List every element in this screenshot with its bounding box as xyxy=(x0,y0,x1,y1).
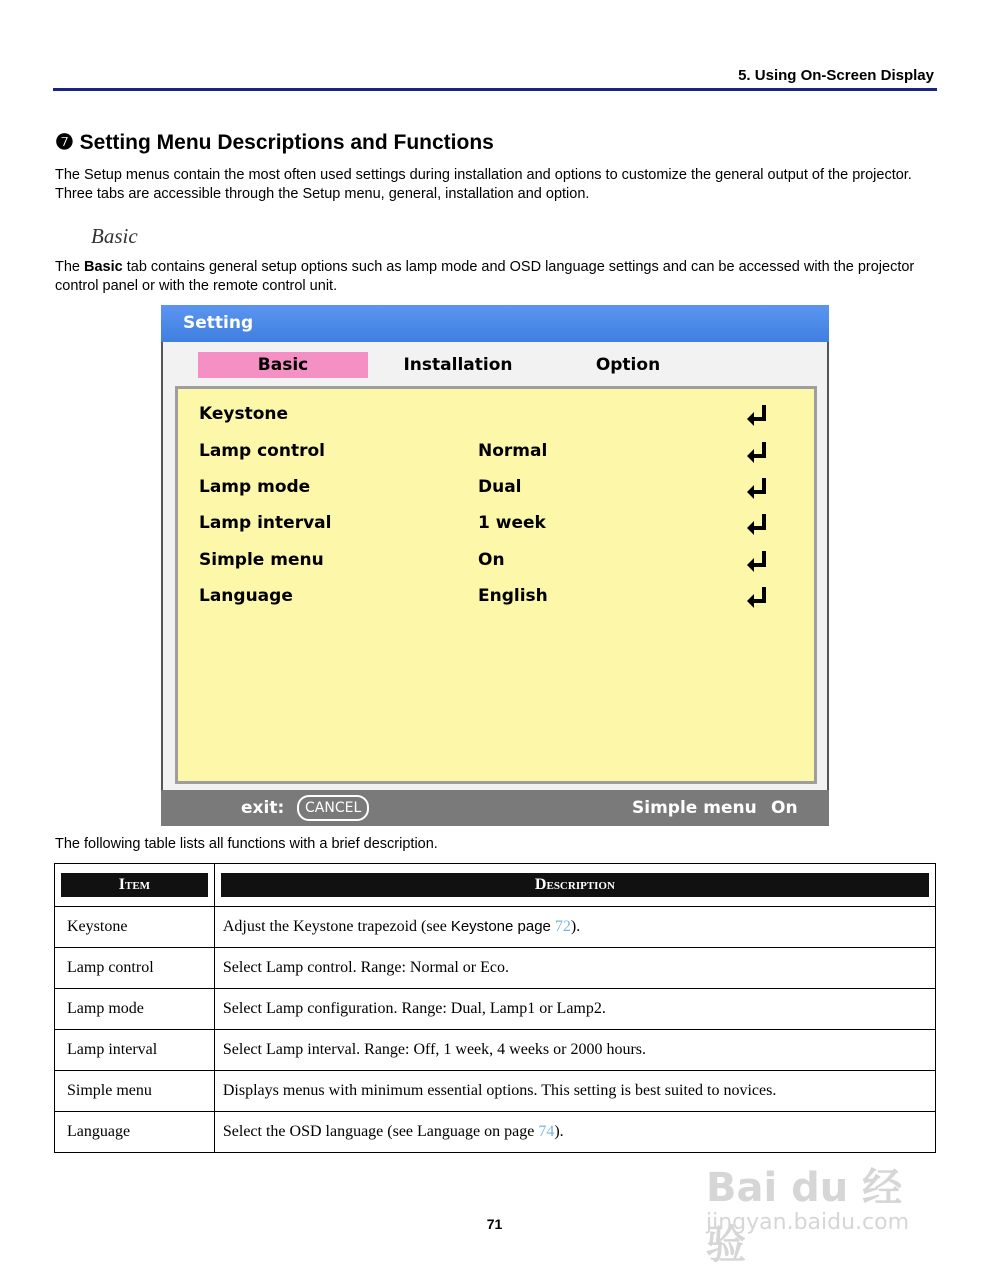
table-row xyxy=(55,907,936,948)
item-cell: Lamp control xyxy=(55,948,215,989)
table-header-row xyxy=(55,864,936,907)
osd-row-label: Language xyxy=(199,586,293,606)
osd-row-value: Dual xyxy=(478,477,522,497)
exit-label: exit: xyxy=(241,798,285,818)
enter-icon xyxy=(744,402,770,428)
watermark-url: jingyan.baidu.com xyxy=(706,1210,910,1235)
section-title: ❼ Setting Menu Descriptions and Functions xyxy=(55,131,494,154)
header-description: Description xyxy=(221,873,929,897)
osd-row-label: Simple menu xyxy=(199,550,324,570)
enter-icon xyxy=(744,511,770,537)
enter-icon xyxy=(744,584,770,610)
item-cell: Lamp mode xyxy=(55,989,215,1030)
osd-row-value: On xyxy=(478,550,505,570)
osd-title: Setting xyxy=(183,313,254,333)
subheading-basic: Basic xyxy=(91,224,138,248)
tab-installation[interactable]: Installation xyxy=(403,355,513,375)
osd-row-value: English xyxy=(478,586,548,606)
item-cell: Keystone xyxy=(55,907,215,948)
table-row xyxy=(55,1030,936,1071)
osd-setting-menu xyxy=(161,305,829,826)
description-cell: Adjust the Keystone trapezoid (see Keystone page 72). xyxy=(214,907,935,948)
osd-titlebar xyxy=(161,305,829,342)
keystone-ref: Keystone page xyxy=(450,918,551,935)
enter-icon xyxy=(744,548,770,574)
osd-body xyxy=(161,342,829,792)
baidu-watermark xyxy=(700,1150,940,1268)
page-link-74[interactable]: 74 xyxy=(538,1123,555,1140)
footer-simple-menu-label: Simple menu xyxy=(632,798,757,818)
osd-row-label: Lamp mode xyxy=(199,477,311,497)
watermark-brand: Bai du 经验 xyxy=(706,1165,903,1268)
osd-row-lamp-interval[interactable] xyxy=(178,509,814,539)
description-cell: Select Lamp configuration. Range: Dual, Lamp1 or Lamp2. xyxy=(214,989,935,1030)
function-table xyxy=(54,863,936,1153)
intro-paragraph: The Setup menus contain the most often used settings during installation and options to customize the general output of the projector. Three tabs are accessible through the Setup menu, general, installation and option. xyxy=(55,167,912,202)
table-intro: The following table lists all functions with a brief description. xyxy=(55,836,438,852)
page-number: 71 xyxy=(486,1216,503,1232)
tab-option[interactable]: Option xyxy=(595,355,661,375)
tab-basic[interactable]: Basic xyxy=(198,352,368,378)
header-rule xyxy=(53,88,937,91)
enter-icon xyxy=(744,439,770,465)
table-row xyxy=(55,1071,936,1112)
table-row xyxy=(55,989,936,1030)
table-row xyxy=(55,948,936,989)
description-cell: Select Lamp interval. Range: Off, 1 week, 4 weeks or 2000 hours. xyxy=(214,1030,935,1071)
osd-row-label: Lamp control xyxy=(199,441,325,461)
osd-row-value: Normal xyxy=(478,441,548,461)
footer-simple-menu-value: On xyxy=(771,798,798,818)
osd-row-lamp-mode[interactable] xyxy=(178,473,814,503)
osd-row-lamp-control[interactable] xyxy=(178,437,814,467)
description-cell: Select Lamp control. Range: Normal or Eco. xyxy=(214,948,935,989)
osd-row-label: Keystone xyxy=(199,404,289,424)
basic-paragraph: The Basic tab contains general setup options such as lamp mode and OSD language settings and can be accessed with the projector control panel or with the remote control unit. xyxy=(55,259,915,294)
description-cell: Select the OSD language (see Language on page 74). xyxy=(214,1112,935,1153)
osd-row-label: Lamp interval xyxy=(199,513,332,533)
item-cell: Language xyxy=(55,1112,215,1153)
description-cell: Displays menus with minimum essential options. This setting is best suited to novices. xyxy=(214,1071,935,1112)
page-link-72[interactable]: 72 xyxy=(554,918,571,935)
header-item: Item xyxy=(61,873,208,897)
table-row xyxy=(55,1112,936,1153)
enter-icon xyxy=(744,475,770,501)
cancel-button[interactable]: CANCEL xyxy=(297,795,369,821)
osd-settings-panel xyxy=(175,386,817,784)
osd-row-simple-menu[interactable] xyxy=(178,546,814,576)
osd-row-value: 1 week xyxy=(478,513,546,533)
osd-row-keystone[interactable] xyxy=(178,400,814,430)
running-header: 5. Using On-Screen Display xyxy=(738,67,934,84)
item-cell: Lamp interval xyxy=(55,1030,215,1071)
osd-footer xyxy=(161,790,829,826)
item-cell: Simple menu xyxy=(55,1071,215,1112)
basic-bold: Basic xyxy=(84,259,123,275)
osd-row-language[interactable] xyxy=(178,582,814,612)
